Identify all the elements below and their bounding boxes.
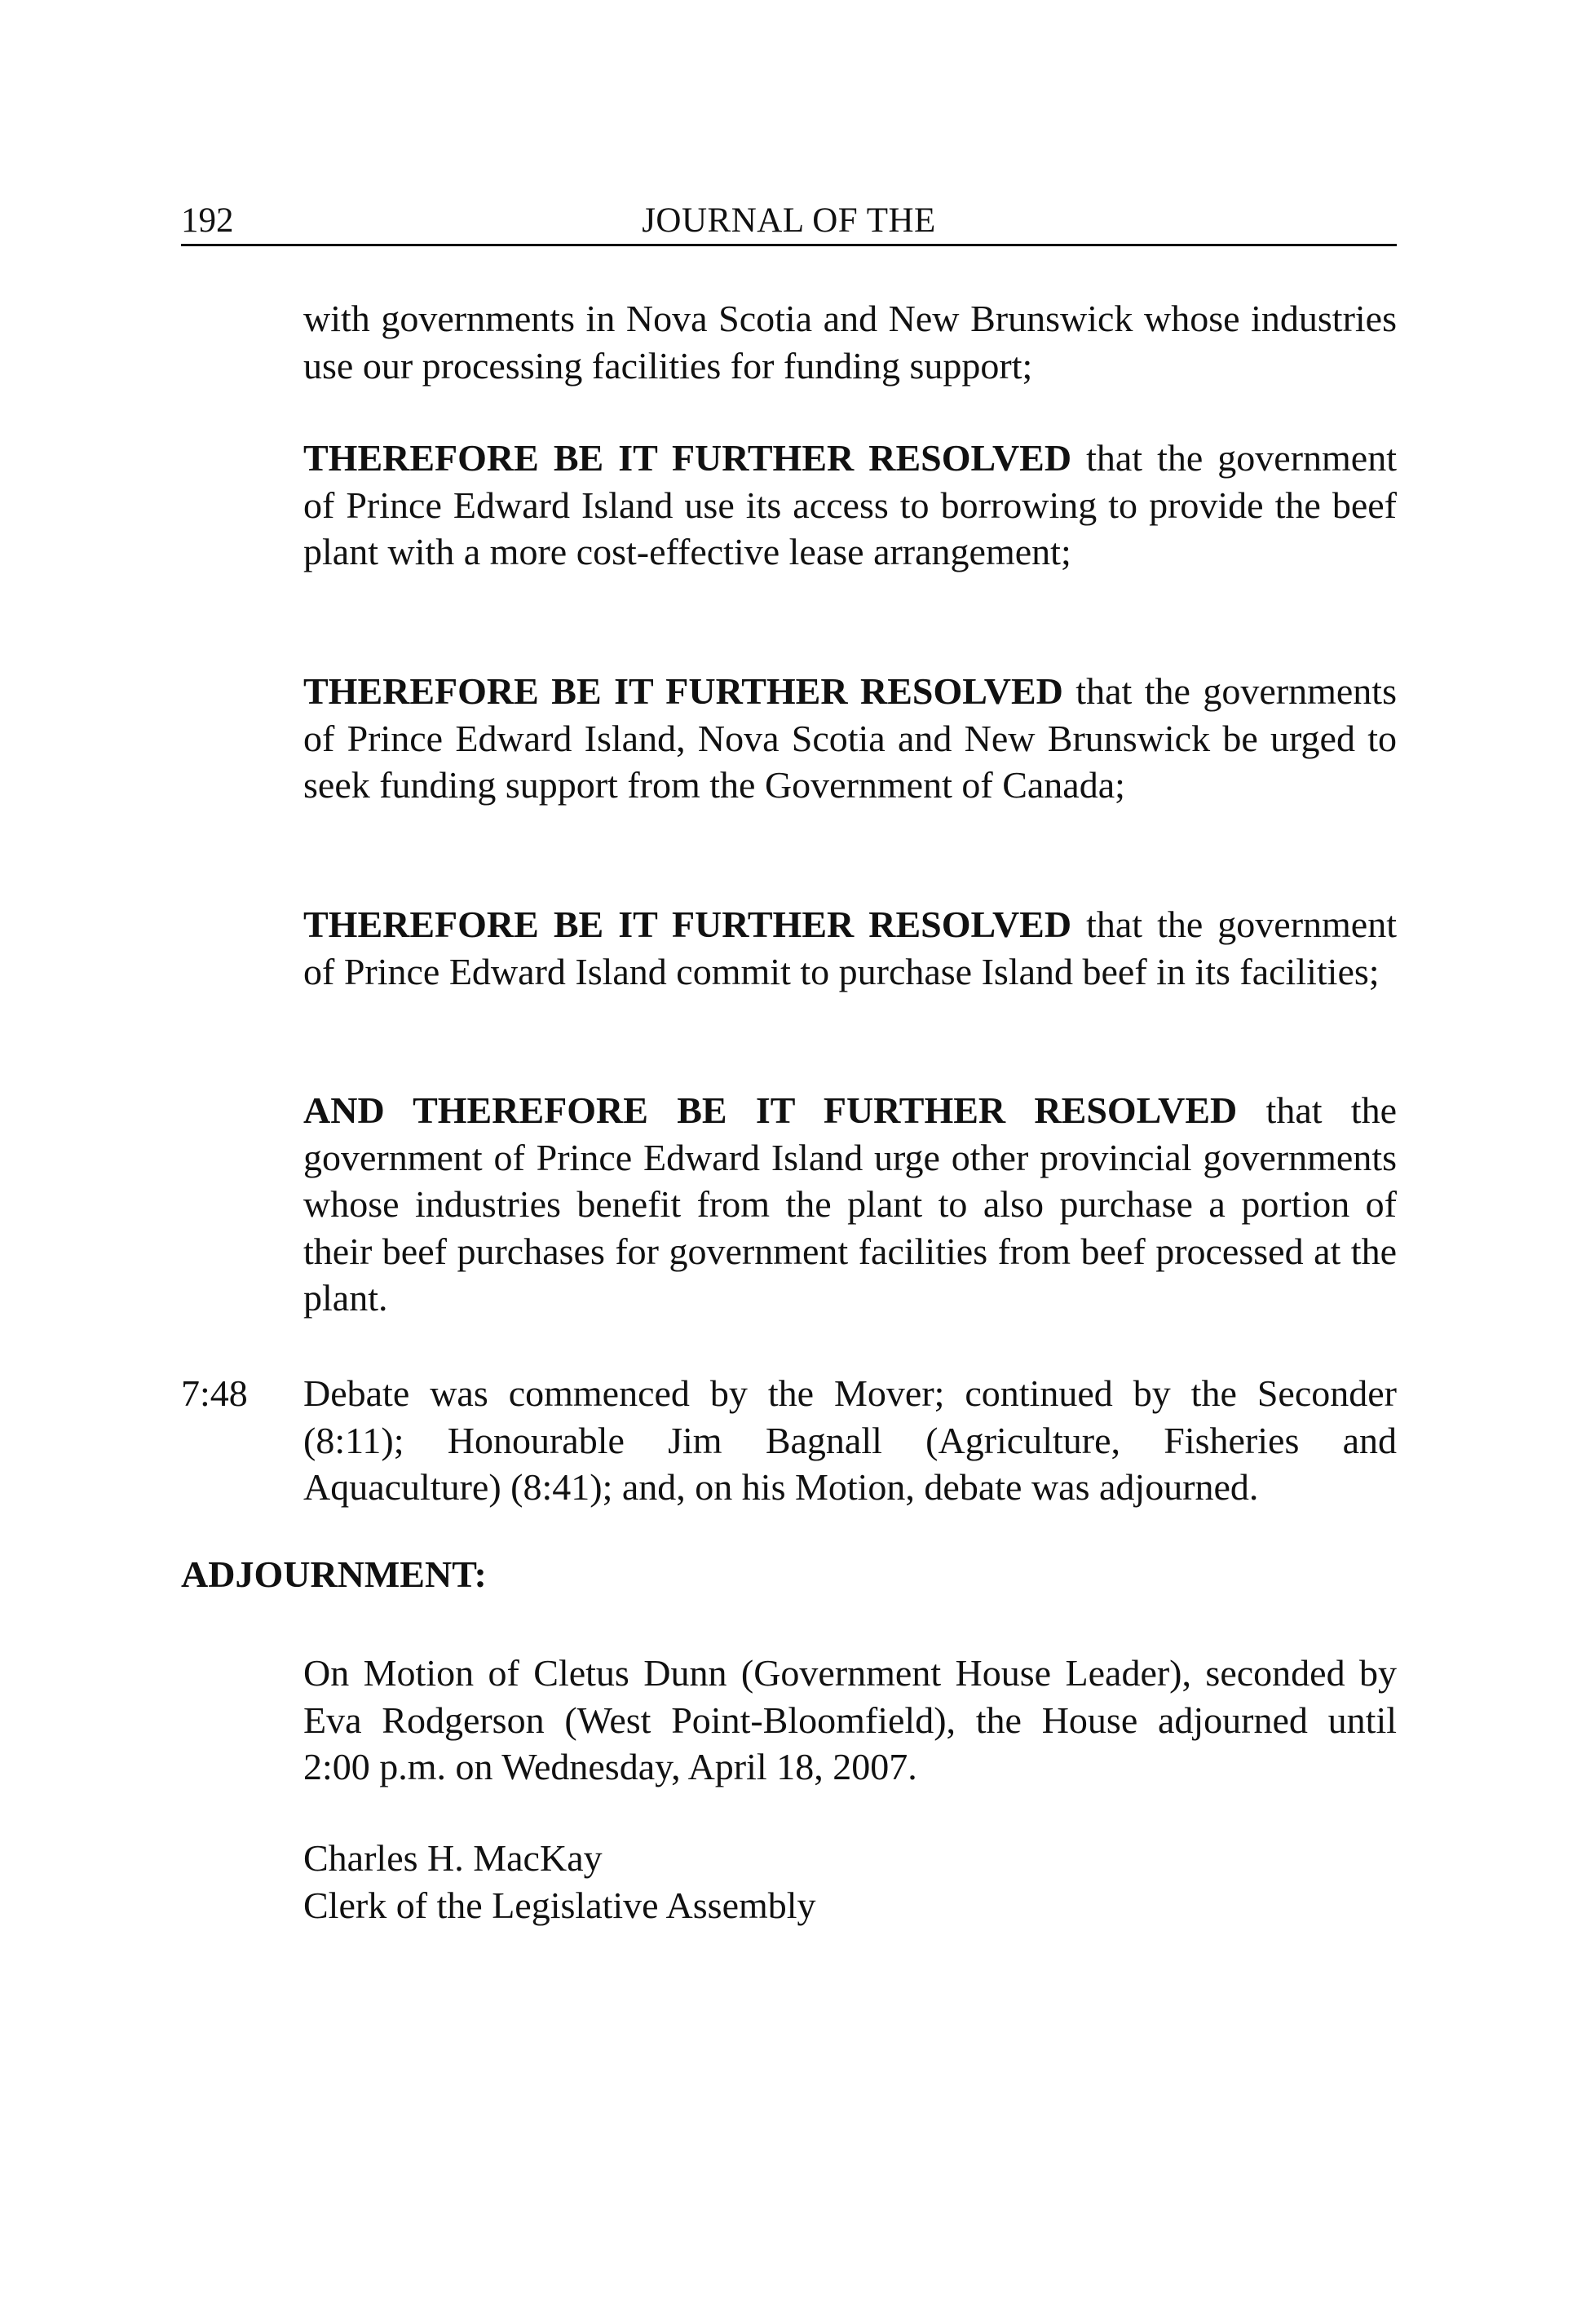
page-number: 192 — [181, 201, 234, 240]
signatory-title: Clerk of the Legislative Assembly — [303, 1884, 816, 1926]
debate-text: Debate was commenced by the Mover; continued by the Seconder (8:11); Honourable Jim Bagnall (Agriculture, Fisheries and Aquaculture) (8:41); and, on his Motion, debate was adjourned. — [303, 1372, 1397, 1508]
page-header — [181, 198, 1397, 246]
resolution-purchase-island-beef — [303, 901, 1397, 995]
debate-entry — [303, 1370, 1397, 1511]
debate-timestamp: 7:48 — [181, 1372, 248, 1414]
signature-block — [303, 1835, 816, 1929]
resolution-text: that the government of Prince Edward Island use its access to borrowing to provide the beef plant with a more cost-effective lease arrangement; — [303, 437, 1397, 572]
adjournment-entry — [303, 1650, 1397, 1791]
resolution-text: that the government of Prince Edward Island commit to purchase Island beef in its facilities; — [303, 904, 1397, 992]
paragraph-text: with governments in Nova Scotia and New Brunswick whose industries use our processing facilities for funding support; — [303, 298, 1397, 387]
resolution-lead: AND THEREFORE BE IT FURTHER RESOLVED — [303, 1089, 1238, 1131]
resolution-lead: THEREFORE BE IT FURTHER RESOLVED — [303, 904, 1072, 945]
resolution-federal-funding — [303, 668, 1397, 809]
paragraph-funding-support — [303, 295, 1397, 389]
adjournment-text: On Motion of Cletus Dunn (Government House Leader), seconded by Eva Rodgerson (West Point-Bloomfield), the House adjourned until 2:00 p.m. on Wednesday, April 18, 2007. — [303, 1652, 1397, 1787]
resolution-lead: THEREFORE BE IT FURTHER RESOLVED — [303, 437, 1072, 479]
resolution-other-provinces — [303, 1087, 1397, 1322]
resolution-lead: THEREFORE BE IT FURTHER RESOLVED — [303, 670, 1063, 712]
signatory-name: Charles H. MacKay — [303, 1837, 603, 1879]
resolution-text: that the government of Prince Edward Island urge other provincial governments whose industries benefit from the plant to also purchase a portion of their beef purchases for government facilities from beef processed at the plant. — [303, 1089, 1397, 1319]
running-head: JOURNAL OF THE — [642, 201, 936, 240]
resolution-text: that the governments of Prince Edward Island, Nova Scotia and New Brunswick be urged to seek funding support from the Government of Canada; — [303, 670, 1397, 806]
resolution-borrowing — [303, 435, 1397, 576]
adjournment-heading: ADJOURNMENT: — [181, 1553, 487, 1595]
